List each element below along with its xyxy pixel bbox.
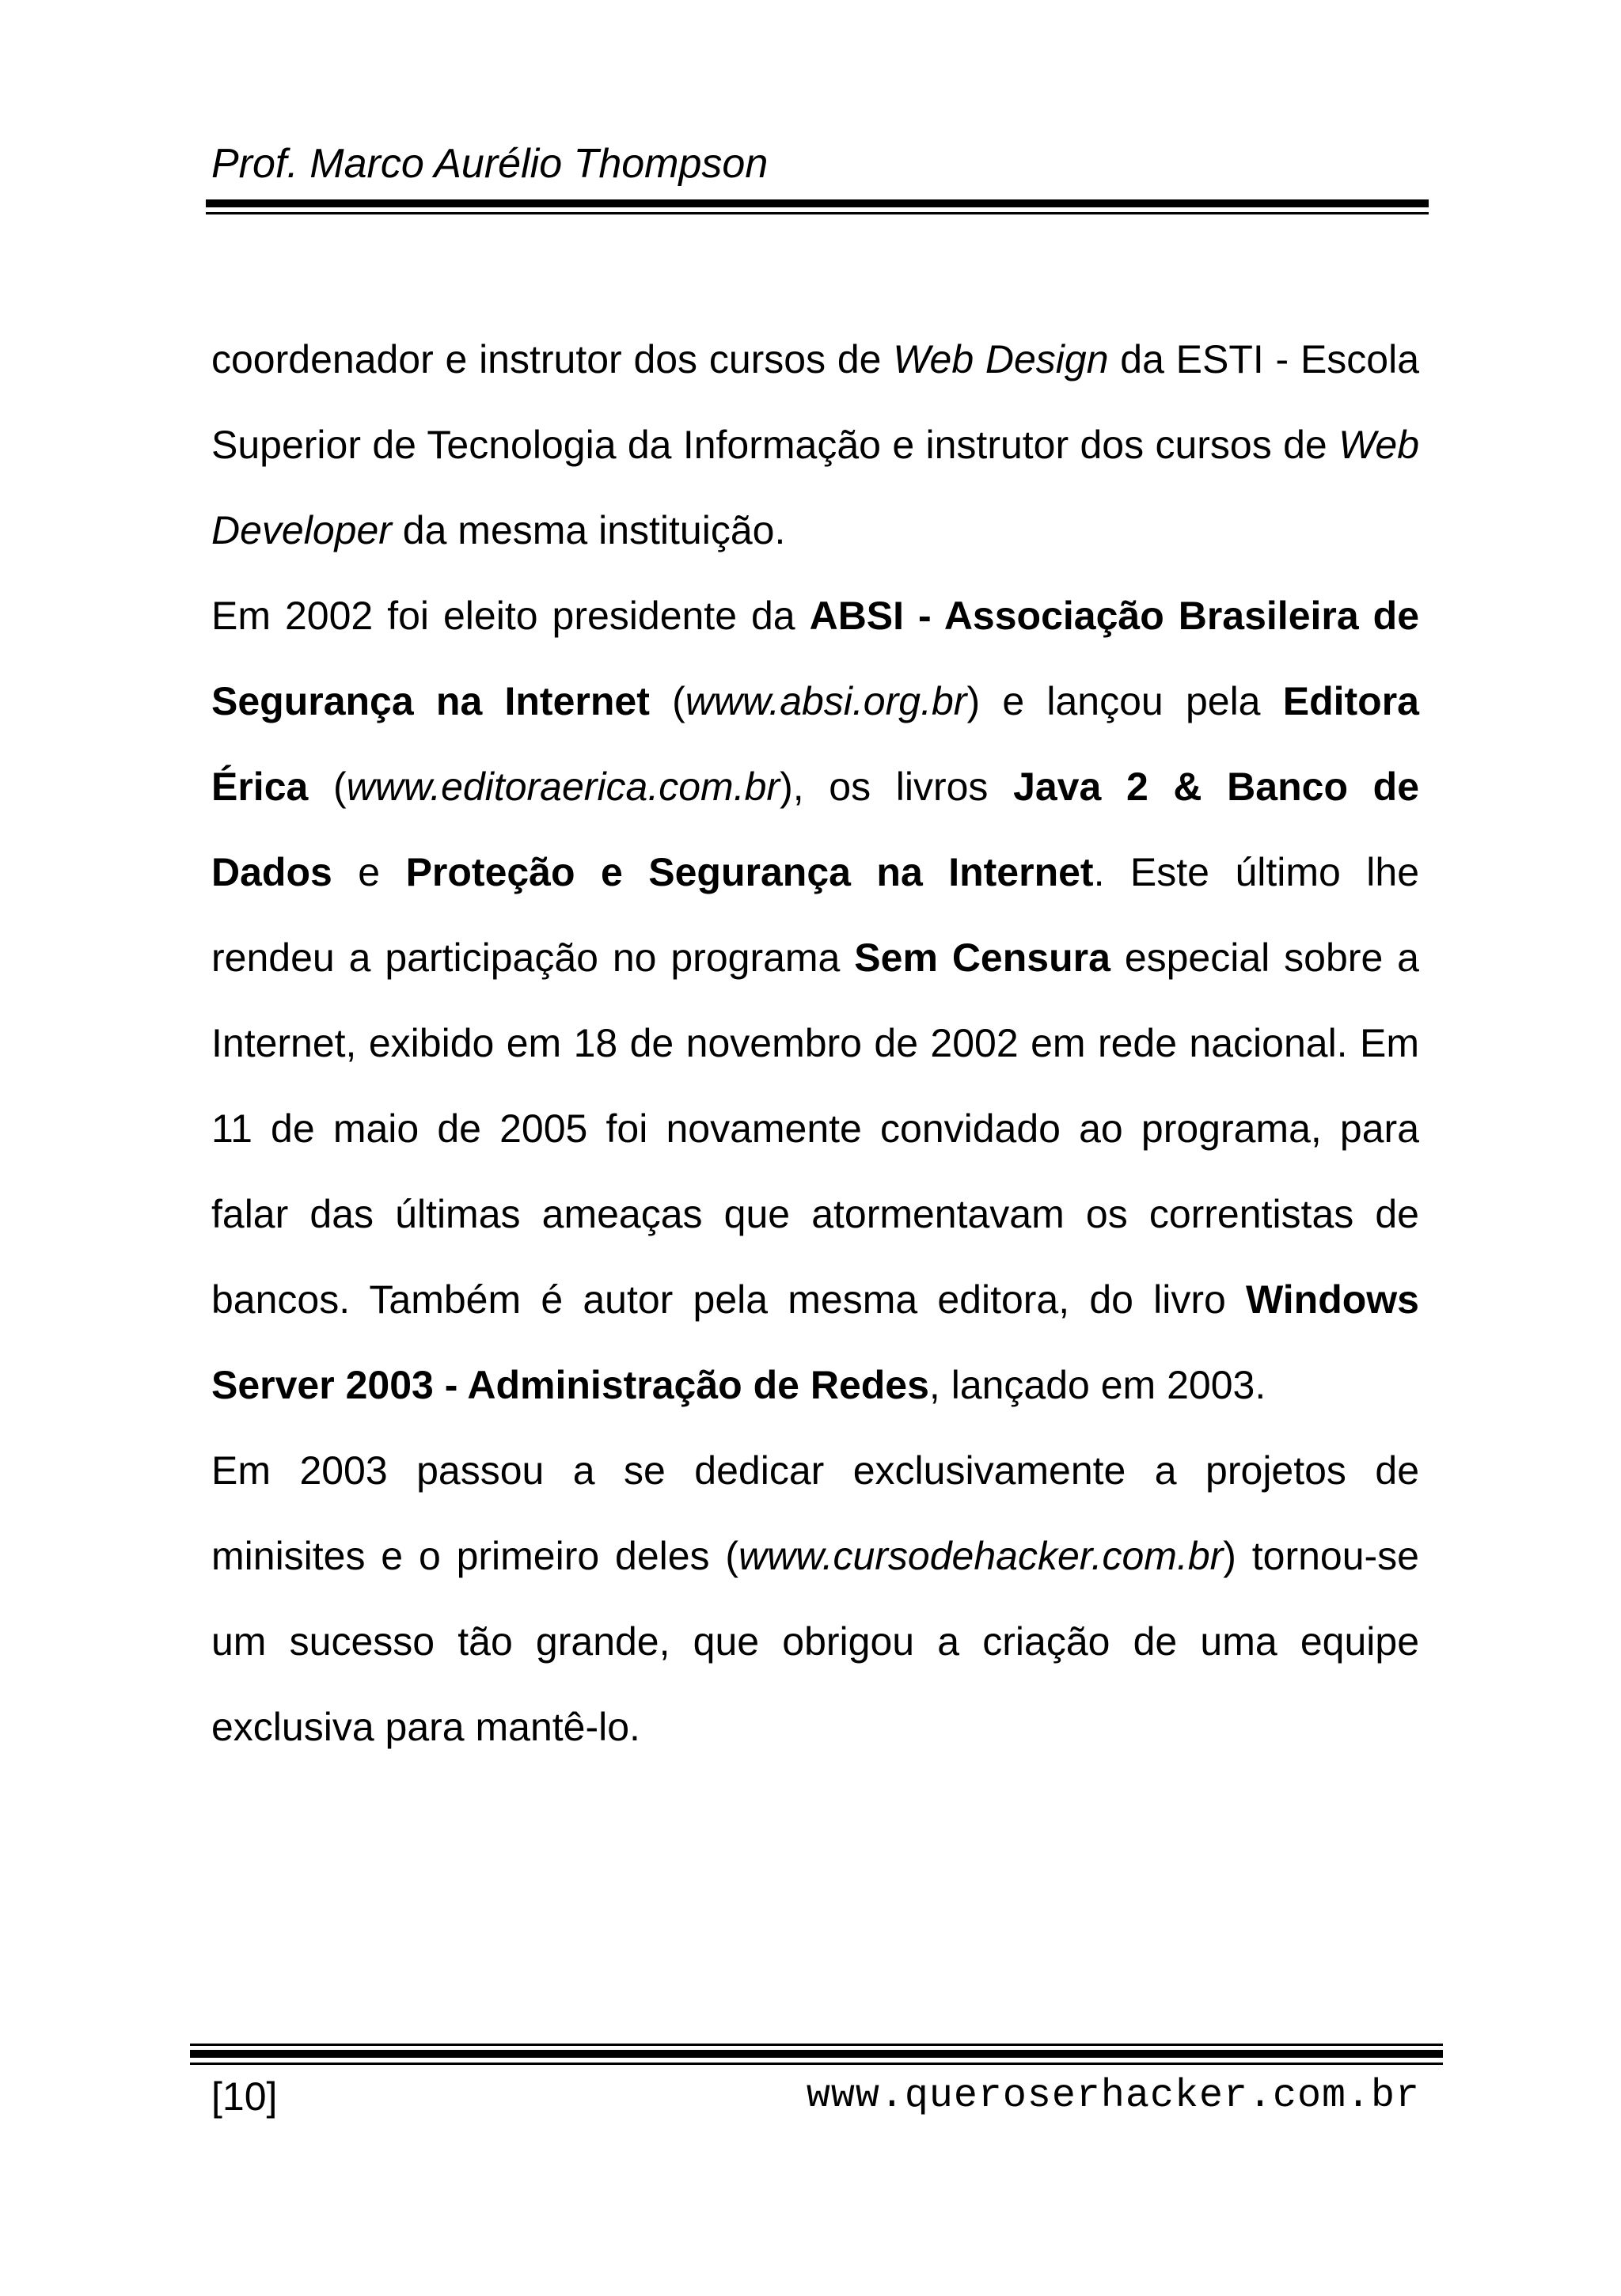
text-run: Em 2003 passou a se dedicar exclusivamente a projetos de minisites e o primeiro deles ( bbox=[211, 1448, 1419, 1578]
text-run: , lançado em 2003. bbox=[928, 1363, 1266, 1407]
italic-text-run: Web Design bbox=[893, 337, 1109, 381]
footer-rule-thin-top bbox=[190, 2044, 1443, 2046]
text-run: da ESTI - Escola Superior de Tecnologia da Informação e instrutor dos cursos de bbox=[211, 337, 1420, 467]
italic-text-run: Web Developer bbox=[211, 423, 1419, 552]
paragraph-2 bbox=[211, 573, 1419, 1428]
bold-text-run: Java 2 & Banco de Dados bbox=[211, 765, 1419, 894]
text-run: coordenador e instrutor dos cursos de bbox=[211, 337, 894, 381]
text-run: especial sobre a Internet, exibido em 18 de novembro de 2002 em rede nacional. Em 11 de maio de 2005 foi novamente convidado ao programa, para falar das últimas ameaças que atormentavam os correntistas de bancos. Também é autor pela mesma editora, do livro bbox=[211, 935, 1419, 1322]
text-run: ( bbox=[649, 679, 685, 723]
text-run: ) tornou-se um sucesso tão grande, que obrigou a criação de uma equipe exclusiva para mantê-lo. bbox=[211, 1534, 1419, 1749]
page-number: [10] bbox=[211, 2074, 278, 2119]
header-rule-thin bbox=[206, 212, 1429, 214]
text-run: Em 2002 foi eleito presidente da bbox=[211, 594, 810, 638]
paragraph-3 bbox=[211, 1428, 1419, 1770]
bold-text-run: ABSI - Associação Brasileira de Segurança na Internet bbox=[211, 594, 1419, 723]
italic-text-run: www.editoraerica.com.br bbox=[346, 765, 780, 809]
bold-text-run: Proteção e Segurança na Internet bbox=[405, 850, 1094, 894]
footer-url: www.queroserhacker.com.br bbox=[806, 2074, 1420, 2119]
header-rule-thick bbox=[206, 199, 1429, 207]
text-run: ) e lançou pela bbox=[966, 679, 1283, 723]
footer-rule-thin-bottom bbox=[190, 2063, 1443, 2065]
running-header-title: Prof. Marco Aurélio Thompson bbox=[211, 141, 769, 187]
bold-text-run: Windows Server 2003 - Administração de Redes bbox=[211, 1277, 1419, 1407]
text-run: da mesma instituição. bbox=[391, 508, 786, 552]
bold-text-run: Sem Censura bbox=[854, 935, 1110, 980]
bold-text-run: Editora Érica bbox=[211, 679, 1419, 809]
paragraph-1 bbox=[211, 317, 1419, 573]
footer-rule-thick bbox=[190, 2050, 1443, 2058]
italic-text-run: www.absi.org.br bbox=[685, 679, 967, 723]
text-run: ( bbox=[308, 765, 347, 809]
text-run: . Este último lhe rendeu a participação no programa bbox=[211, 850, 1420, 980]
text-run: ), os livros bbox=[780, 765, 1014, 809]
text-run: e bbox=[332, 850, 406, 894]
body-text bbox=[211, 317, 1419, 1770]
italic-text-run: www.cursodehacker.com.br bbox=[738, 1534, 1224, 1578]
